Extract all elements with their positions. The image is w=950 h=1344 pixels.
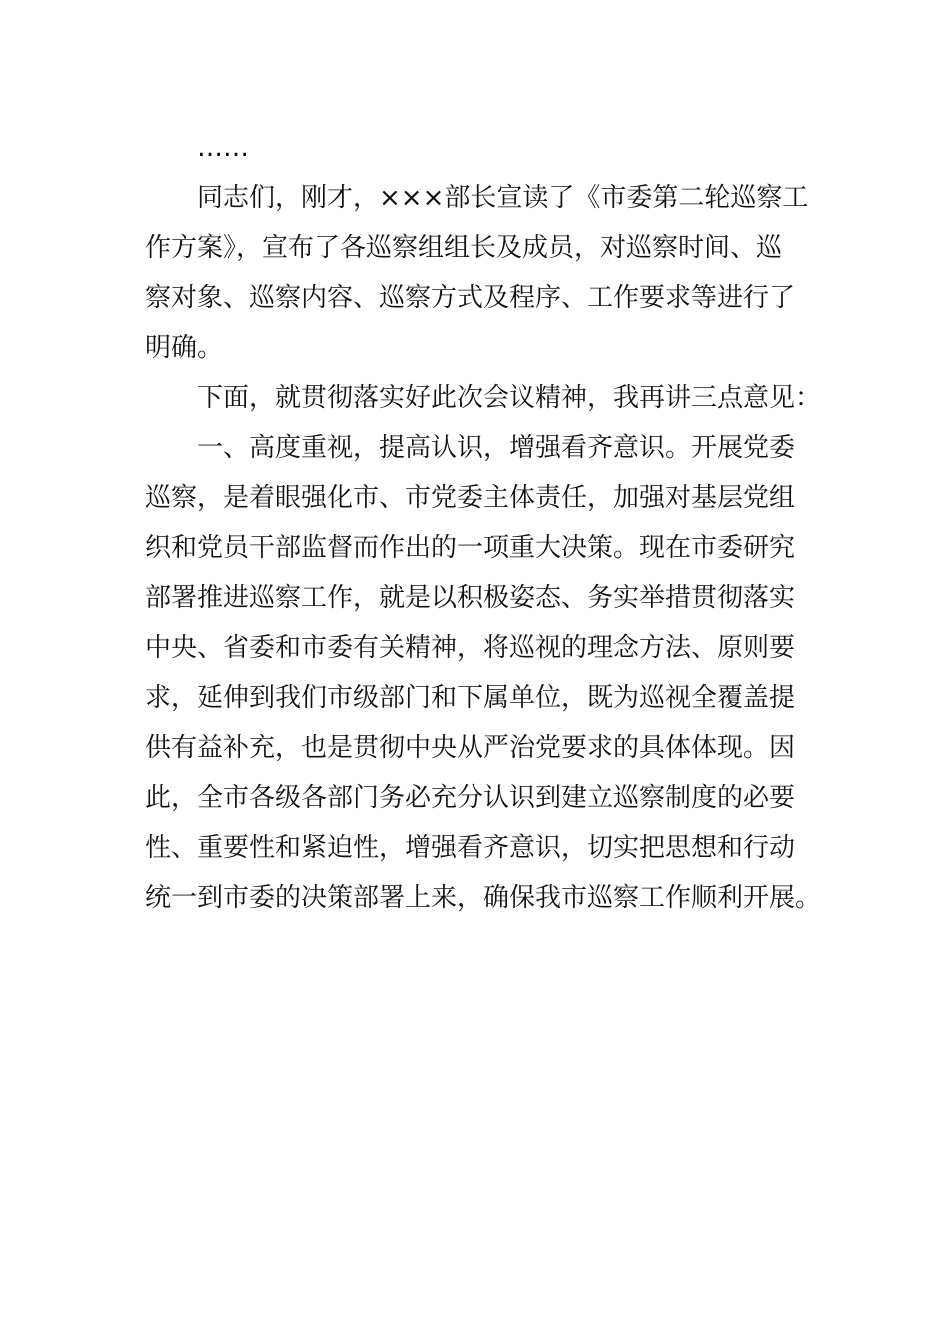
- paragraph-3-line-1: 一、高度重视，提高认识，增强看齐意识。开展党委: [197, 433, 796, 463]
- paragraph-3-line-4: 部署推进巡察工作，就是以积极姿态、务实举措贯彻落实: [145, 583, 796, 613]
- document-body: [145, 123, 822, 923]
- paragraph-1-line-3: 察对象、巡察内容、巡察方式及程序、工作要求等进行了: [145, 283, 796, 313]
- paragraph-3-line-5: 中央、省委和市委有关精神，将巡视的理念方法、原则要: [145, 633, 796, 663]
- paragraph-3-line-8: 此，全市各级各部门务必充分认识到建立巡察制度的必要: [145, 783, 796, 813]
- paragraph-3-line-6: 求，延伸到我们市级部门和下属单位，既为巡视全覆盖提: [145, 683, 796, 713]
- paragraph-3-line-10: 统一到市委的决策部署上来，确保我市巡察工作顺利开展。: [145, 883, 822, 913]
- ellipsis-line: ……: [197, 133, 249, 163]
- paragraph-3-line-2: 巡察，是着眼强化市、市党委主体责任，加强对基层党组: [145, 483, 796, 513]
- paragraph-1-line-2: 作方案》，宣布了各巡察组组长及成员，对巡察时间、巡: [145, 233, 783, 263]
- paragraph-3-line-9: 性、重要性和紧迫性，增强看齐意识，切实把思想和行动: [145, 833, 796, 863]
- paragraph-2-line-1: 下面，就贯彻落实好此次会议精神，我再讲三点意见：: [197, 383, 822, 413]
- paragraph-3-line-7: 供有益补充，也是贯彻中央从严治党要求的具体体现。因: [145, 733, 796, 763]
- paragraph-1-line-1: 同志们，刚才，×××部长宣读了《市委第二轮巡察工: [197, 183, 809, 213]
- paragraph-1-line-4: 明确。: [145, 333, 224, 363]
- paragraph-3-line-3: 织和党员干部监督而作出的一项重大决策。现在市委研究: [145, 533, 796, 563]
